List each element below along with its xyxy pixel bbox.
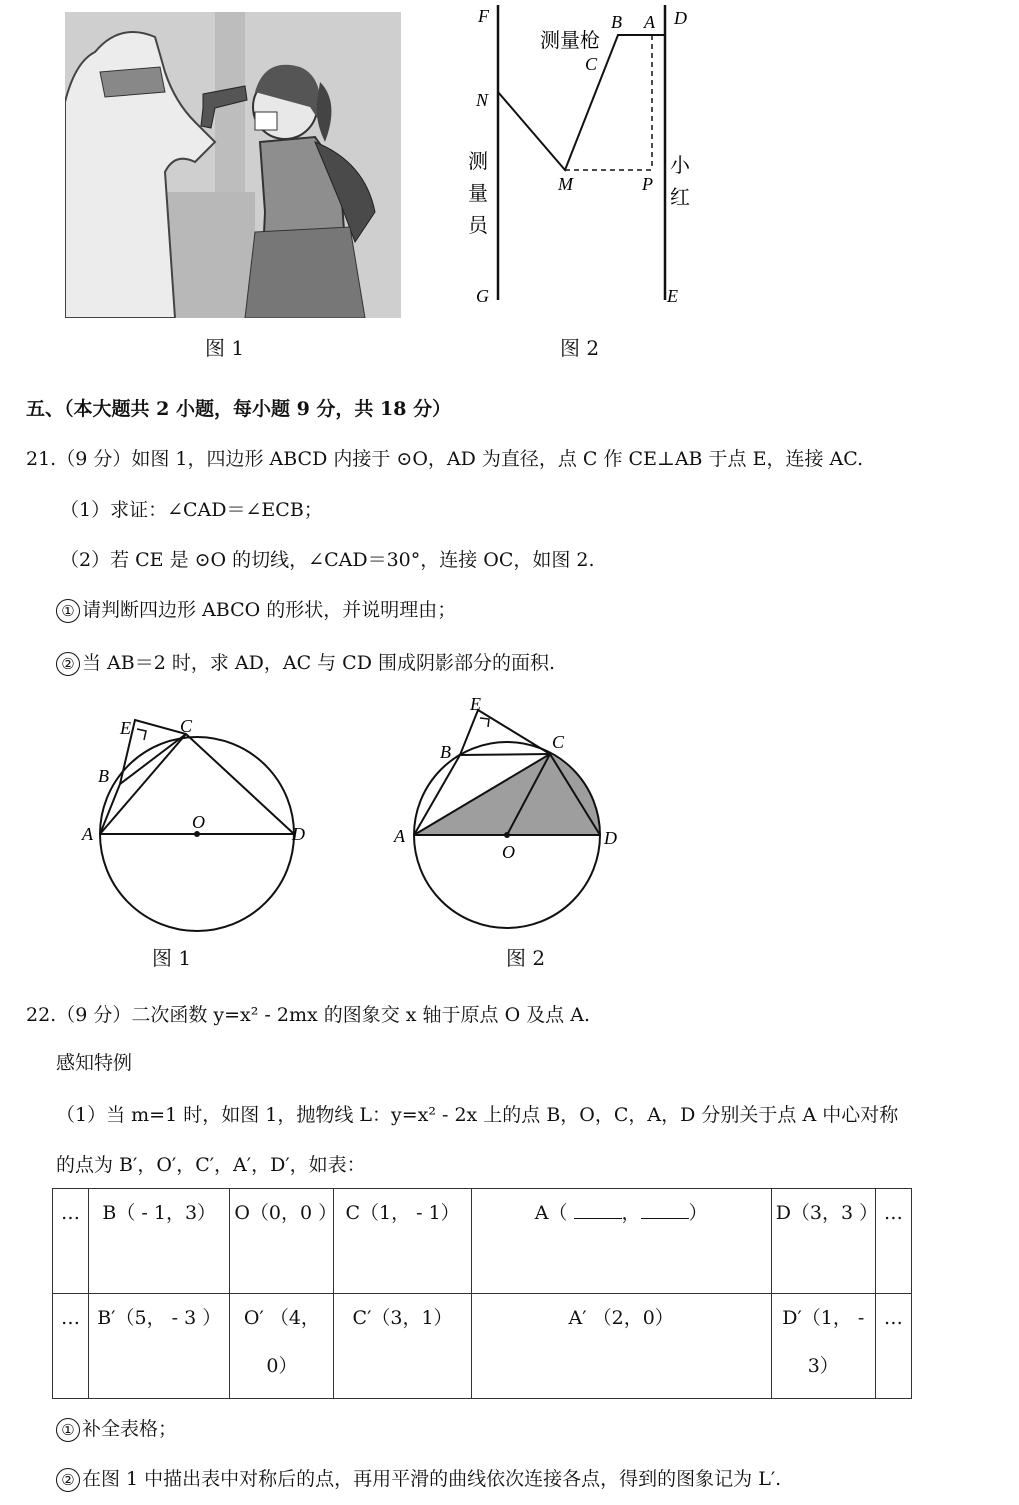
q21-sub1-text: 请判断四边形 ABCO 的形状，并说明理由； (82, 599, 457, 621)
fig1-label-A: A (82, 824, 93, 844)
xiaohong-char-2: 红 (670, 187, 690, 209)
table-cell: O′ （4，0） (230, 1294, 334, 1399)
q21-part2: （2）若 CE 是 ⊙O 的切线，∠CAD＝30°，连接 OC，如图 2. (60, 549, 595, 571)
measurement-diagram (460, 0, 710, 312)
label-M: M (558, 174, 573, 194)
a-close: ） (688, 1202, 708, 1224)
diagram-caption: 图 2 (560, 336, 600, 360)
q22-task1 (56, 1416, 177, 1442)
table-row (53, 1189, 912, 1294)
table-cell-answer (471, 1189, 771, 1294)
circled-2: ② (56, 652, 80, 676)
center-dot-2 (504, 832, 510, 838)
q21-stem: 21.（9 分）如图 1，四边形 ABCD 内接于 ⊙O，AD 为直径，点 C 作 CE⊥AB 于点 E，连接 AC. (26, 448, 864, 470)
label-D: D (674, 8, 687, 28)
table-cell: A′ （2，0） (471, 1294, 771, 1399)
symmetry-table (52, 1188, 912, 1399)
measurer-char-1: 测 (468, 151, 488, 173)
fig2-label-A: A (394, 826, 405, 846)
fig2-label-O: O (502, 842, 515, 862)
fig2-label-D: D (604, 828, 617, 848)
table-cell: C（1， - 1） (334, 1189, 471, 1294)
gun-label: 测量枪 (540, 30, 600, 52)
photo-caption: 图 1 (205, 336, 245, 360)
table-cell: C′（3，1） (334, 1294, 471, 1399)
fig2-label-B: B (440, 742, 451, 762)
q22-part1-a: （1）当 m=1 时，如图 1，抛物线 L：y=x² - 2x 上的点 B，O，C，A，D 分别关于点 A 中心对称 (56, 1104, 899, 1126)
right-angle-mark-2 (480, 718, 489, 727)
fig1-label-C: C (180, 716, 193, 736)
right-angle-mark (137, 729, 146, 740)
q21-sub2 (56, 650, 555, 676)
circled-2: ② (56, 1468, 80, 1492)
table-cell: … (53, 1189, 89, 1294)
table-cell: D′（1， - 3） (771, 1294, 875, 1399)
fig1-label-O: O (192, 812, 205, 832)
table-cell: … (53, 1294, 89, 1399)
table-cell: B′（5， - 3 ） (89, 1294, 230, 1399)
fig2-label-E: E (470, 694, 481, 714)
label-B: B (611, 12, 622, 32)
q22-subtitle: 感知特例 (56, 1052, 133, 1074)
q21-figure-1 (80, 712, 320, 942)
label-E: E (667, 286, 678, 306)
fig1-label-B: B (98, 766, 109, 786)
label-N: N (476, 90, 489, 110)
fig1-label-E: E (120, 718, 131, 738)
q22-task1-text: 补全表格； (82, 1418, 178, 1440)
fig2-label-C: C (552, 732, 565, 752)
table-cell: … (875, 1189, 911, 1294)
q22-task2-text: 在图 1 中描出表中对称后的点，再用平滑的曲线依次连接各点，得到的图象记为 L′. (82, 1468, 782, 1490)
table-row (53, 1294, 912, 1399)
temperature-photo (65, 12, 401, 318)
shaded-region (414, 754, 600, 835)
measurer-char-3: 员 (468, 215, 488, 237)
q21-fig2-caption: 图 2 (506, 946, 546, 970)
table-cell: D（3，3 ） (771, 1189, 875, 1294)
table-cell: O（0，0 ） (230, 1189, 334, 1294)
gun-path (498, 35, 665, 170)
q21-part1: （1）求证：∠CAD＝∠ECB； (60, 499, 323, 521)
answer-blank-y[interactable] (641, 1200, 689, 1219)
label-A: A (644, 12, 655, 32)
a-open: A（ (534, 1202, 568, 1224)
label-P: P (642, 174, 653, 194)
q21-sub1 (56, 597, 456, 623)
circled-1: ① (56, 1418, 80, 1442)
measurer-char-2: 量 (468, 183, 488, 205)
label-F: F (478, 6, 489, 26)
table-cell: … (875, 1294, 911, 1399)
xiaohong-char-1: 小 (670, 155, 690, 177)
segment-BC-2 (460, 754, 550, 755)
label-G: G (476, 286, 489, 306)
fig1-label-D: D (292, 824, 305, 844)
section-heading: 五、（本大题共 2 小题，每小题 9 分，共 18 分） (26, 398, 452, 420)
circled-1: ① (56, 599, 80, 623)
q22-stem: 22.（9 分）二次函数 y=x² - 2mx 的图象交 x 轴于原点 O 及点 A. (26, 1004, 590, 1026)
label-C: C (585, 54, 598, 74)
a-sep: ， (621, 1202, 641, 1224)
q21-fig1-caption: 图 1 (152, 946, 192, 970)
q21-sub2-text: 当 AB＝2 时，求 AD，AC 与 CD 围成阴影部分的面积. (82, 652, 556, 674)
answer-blank-x[interactable] (574, 1200, 622, 1219)
table-cell: B（ - 1，3） (89, 1189, 230, 1294)
q22-task2 (56, 1466, 781, 1492)
photo-illustration (65, 12, 401, 318)
q21-figure-2 (392, 690, 642, 940)
q22-part1-b: 的点为 B′，O′，C′，A′，D′，如表： (56, 1154, 366, 1176)
